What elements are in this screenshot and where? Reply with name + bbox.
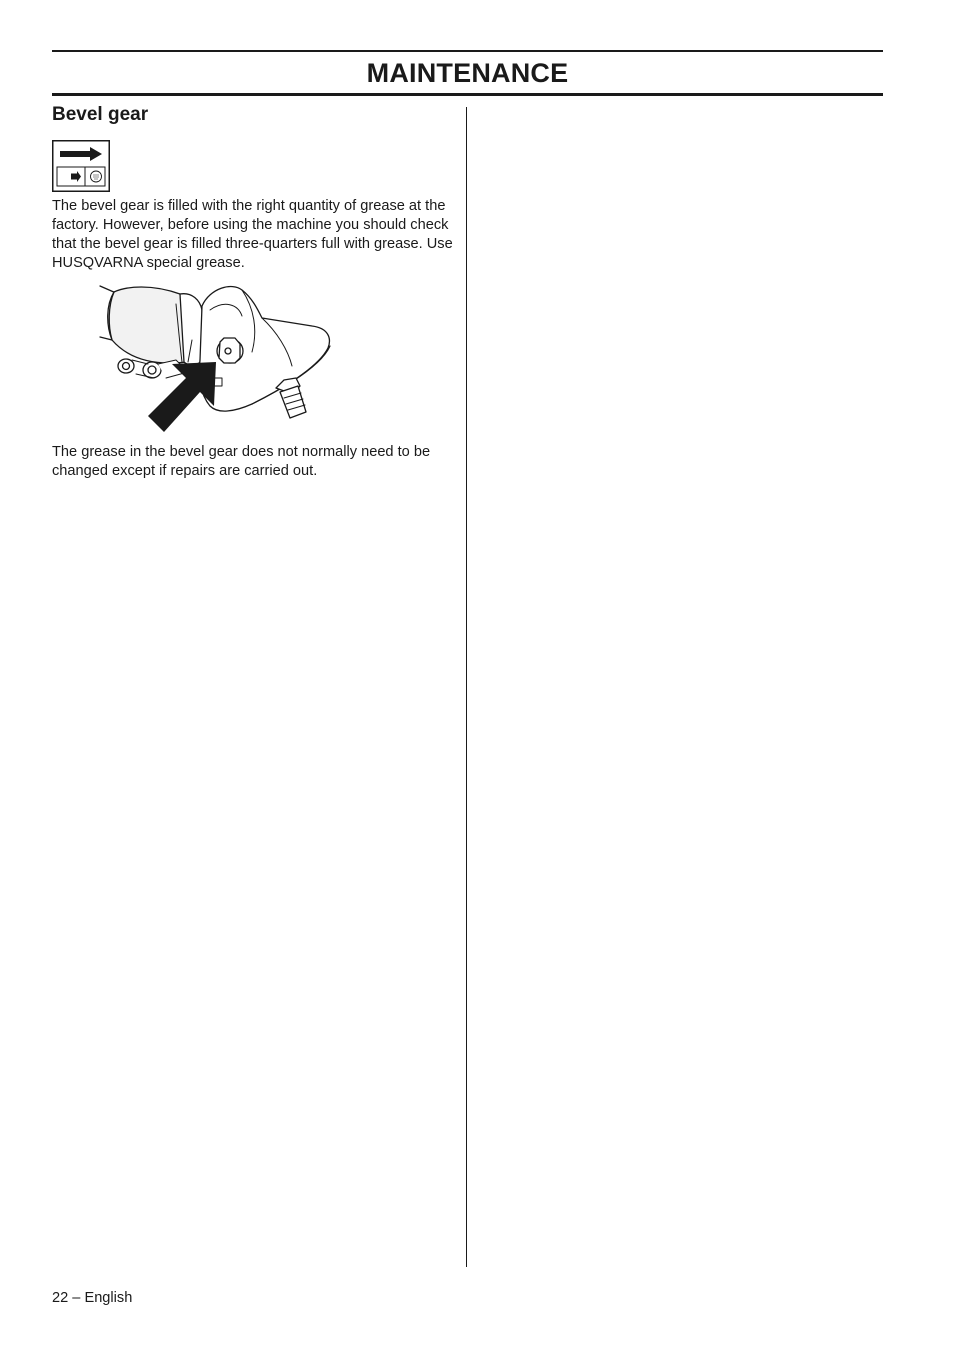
see-instructions-icon bbox=[52, 140, 110, 192]
page-title: MAINTENANCE bbox=[366, 58, 569, 88]
intro-paragraph: The bevel gear is filled with the right quantity of grease at the factory. However, before using the machine you should check that the bevel gear is filled three-quarters full with grease. Use HUSQVARNA special grease. bbox=[52, 198, 453, 271]
column-divider bbox=[466, 107, 467, 1267]
header-rule-bottom bbox=[52, 93, 883, 96]
grease-note-paragraph: The grease in the bevel gear does not normally need to be changed except if repairs are carried out. bbox=[52, 444, 431, 479]
section-heading: Bevel gear bbox=[52, 104, 149, 125]
bevel-gear-illustration bbox=[92, 280, 348, 438]
page-number-footer: 22 – English bbox=[52, 1290, 133, 1306]
header-rule-top bbox=[52, 50, 883, 52]
